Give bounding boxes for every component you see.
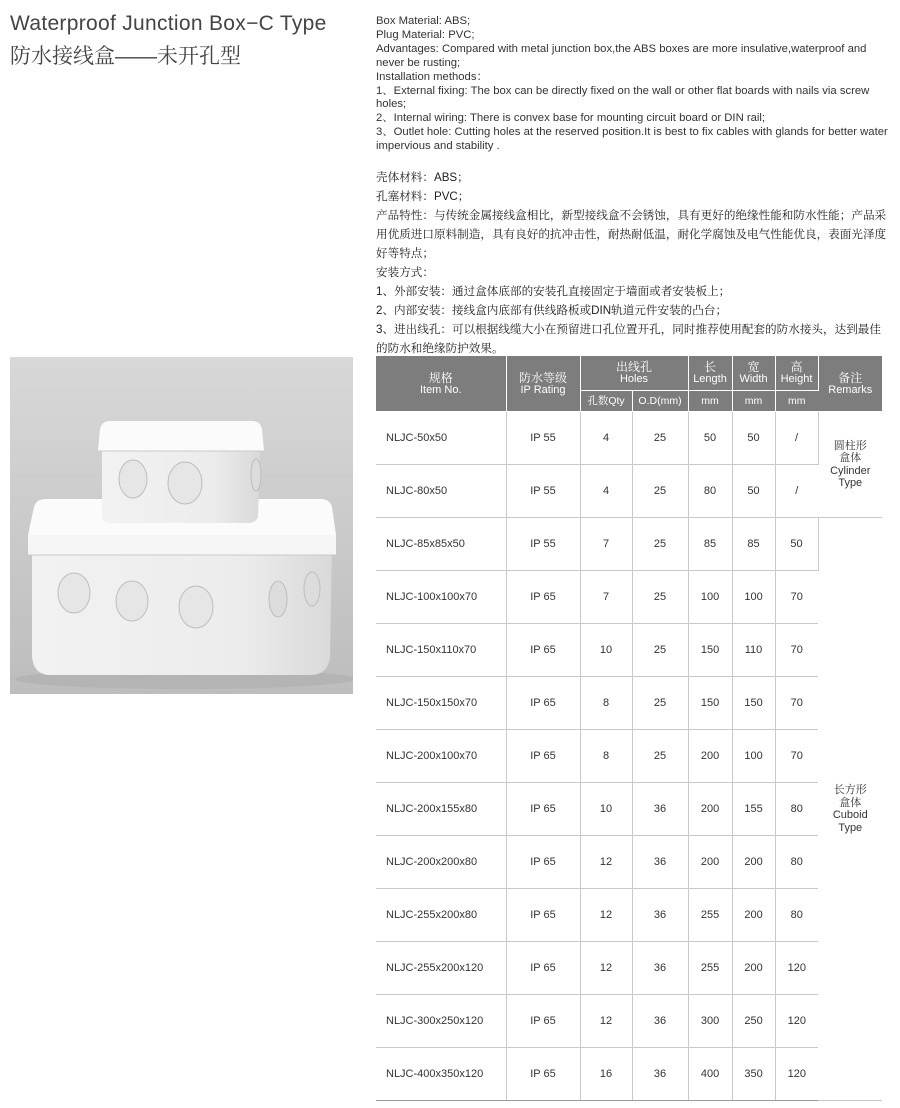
cell-height: 80 [775, 836, 818, 889]
cell-ip-rating: IP 65 [506, 995, 580, 1048]
description-cn [376, 168, 891, 358]
cell-height: 120 [775, 1048, 818, 1101]
cell-hole-qty: 12 [580, 995, 632, 1048]
remark-line: Type [838, 477, 863, 489]
header-height: 高 Height [775, 356, 818, 391]
cell-width: 100 [732, 730, 775, 783]
cell-item-no: NLJC-400x350x120 [376, 1048, 506, 1101]
page-title-en: Waterproof Junction Box−C Type [10, 12, 327, 35]
header-od: O.D(mm) [632, 391, 688, 412]
cell-ip-rating: IP 65 [506, 730, 580, 783]
cell-ip-rating: IP 65 [506, 624, 580, 677]
header-remarks: 备注 Remarks [818, 356, 882, 412]
cell-ip-rating: IP 65 [506, 571, 580, 624]
desc-cn-line: 产品特性：与传统金属接线盒相比，新型接线盒不会锈蚀，具有更好的绝缘性能和防水性能；产品采用优质进口原料制造，具有良好的抗冲击性，耐热耐低温，耐化学腐蚀及电气性能优良，表面光泽度好等特点； [376, 209, 887, 260]
product-photo [10, 357, 353, 694]
cell-item-no: NLJC-300x250x120 [376, 995, 506, 1048]
cell-hole-od: 36 [632, 783, 688, 836]
cell-width: 200 [732, 836, 775, 889]
header-ip-rating: 防水等级 IP Rating [506, 356, 580, 412]
cell-hole-od: 25 [632, 677, 688, 730]
cell-length: 200 [688, 783, 732, 836]
header-unit: mm [732, 391, 775, 412]
cell-ip-rating: IP 65 [506, 677, 580, 730]
cell-item-no: NLJC-150x150x70 [376, 677, 506, 730]
cell-width: 250 [732, 995, 775, 1048]
cell-height: 50 [775, 518, 818, 571]
desc-cn-line: 安装方式： [376, 266, 434, 279]
cell-hole-qty: 8 [580, 677, 632, 730]
cell-length: 255 [688, 889, 732, 942]
cell-ip-rating: IP 65 [506, 836, 580, 889]
cell-hole-od: 36 [632, 889, 688, 942]
cell-height: 70 [775, 730, 818, 783]
cell-hole-qty: 7 [580, 571, 632, 624]
desc-cn-line: 1、外部安装：通过盒体底部的安装孔直接固定于墙面或者安装板上； [376, 285, 731, 298]
cell-item-no: NLJC-255x200x80 [376, 889, 506, 942]
cell-width: 200 [732, 889, 775, 942]
table-row [376, 783, 882, 836]
remark-line: Cuboid [832, 809, 868, 821]
cell-ip-rating: IP 65 [506, 942, 580, 995]
cell-length: 200 [688, 836, 732, 889]
table-row [376, 889, 882, 942]
cell-length: 255 [688, 942, 732, 995]
cell-hole-qty: 16 [580, 1048, 632, 1101]
table-row [376, 942, 882, 995]
remark-cuboid-type [818, 518, 882, 1101]
cell-width: 110 [732, 624, 775, 677]
remark-line: Type [838, 821, 863, 834]
desc-cn-line: 3、进出线孔：可以根据线缆大小在预留进口孔位置开孔，同时推荐使用配套的防水接头，达到最佳的防水和绝缘防护效果。 [376, 323, 881, 355]
desc-en-line: Advantages: Compared with metal junction box,the ABS boxes are more insulative,waterproof and never be rusting; [376, 42, 867, 69]
remark-line: 盒体 [839, 796, 862, 809]
cell-height: / [775, 465, 818, 518]
cell-height: / [775, 412, 818, 465]
cell-height: 80 [775, 783, 818, 836]
junction-box-illustration [10, 357, 353, 694]
spec-table [376, 356, 882, 1101]
remark-cylinder-type [818, 412, 882, 518]
cell-ip-rating: IP 55 [506, 412, 580, 465]
desc-cn-line: 壳体材料：ABS； [376, 171, 469, 184]
cell-hole-od: 25 [632, 465, 688, 518]
cell-item-no: NLJC-200x155x80 [376, 783, 506, 836]
cell-hole-qty: 10 [580, 783, 632, 836]
cell-length: 300 [688, 995, 732, 1048]
cell-width: 50 [732, 412, 775, 465]
desc-cn-line: 孔塞材料：PVC； [376, 190, 470, 203]
cell-width: 50 [732, 465, 775, 518]
cell-length: 150 [688, 677, 732, 730]
header-unit: mm [688, 391, 732, 412]
cell-item-no: NLJC-255x200x120 [376, 942, 506, 995]
desc-en-line: Plug Material: PVC; [376, 28, 475, 41]
cell-hole-qty: 7 [580, 518, 632, 571]
desc-en-line: Installation methods： [376, 70, 488, 83]
header-width: 宽 Width [732, 356, 775, 391]
desc-cn-line: 2、内部安装：接线盒内底部有供线路板或DIN轨道元件安装的凸台； [376, 304, 728, 317]
table-row [376, 995, 882, 1048]
cell-hole-od: 36 [632, 995, 688, 1048]
cell-height: 120 [775, 995, 818, 1048]
remark-line: 长方形 [833, 784, 867, 796]
cell-item-no: NLJC-100x100x70 [376, 571, 506, 624]
header-length: 长 Length [688, 356, 732, 391]
cell-width: 150 [732, 677, 775, 730]
cell-width: 85 [732, 518, 775, 571]
cell-hole-qty: 12 [580, 836, 632, 889]
cell-length: 150 [688, 624, 732, 677]
cell-item-no: NLJC-200x200x80 [376, 836, 506, 889]
cell-length: 85 [688, 518, 732, 571]
cell-hole-qty: 12 [580, 889, 632, 942]
header-unit: mm [775, 391, 818, 412]
table-row [376, 1048, 882, 1101]
cell-hole-od: 36 [632, 1048, 688, 1101]
header-qty: 孔数Qty [580, 391, 632, 412]
cell-hole-qty: 4 [580, 465, 632, 518]
cell-ip-rating: IP 55 [506, 465, 580, 518]
remark-line: Cylinder [830, 464, 871, 477]
cell-item-no: NLJC-50x50 [376, 412, 506, 465]
cell-ip-rating: IP 65 [506, 889, 580, 942]
cell-hole-qty: 4 [580, 412, 632, 465]
cell-hole-od: 25 [632, 518, 688, 571]
table-row [376, 730, 882, 783]
table-row [376, 412, 882, 465]
cell-hole-od: 25 [632, 730, 688, 783]
cell-item-no: NLJC-80x50 [376, 465, 506, 518]
cell-ip-rating: IP 65 [506, 1048, 580, 1101]
cell-hole-od: 25 [632, 571, 688, 624]
desc-en-line: 1、External fixing: The box can be directly fixed on the wall or other flat boards with nails via screw holes; [376, 84, 870, 111]
desc-en-line: 3、Outlet hole: Cutting holes at the reserved position.It is best to fix cables with glands for better water impervious and stability . [376, 126, 888, 153]
page-title-cn: 防水接线盒——未开孔型 [10, 45, 241, 68]
cell-height: 70 [775, 677, 818, 730]
cell-hole-od: 36 [632, 836, 688, 889]
cell-width: 100 [732, 571, 775, 624]
cell-hole-od: 25 [632, 412, 688, 465]
table-row [376, 677, 882, 730]
table-row [376, 518, 882, 571]
cell-length: 80 [688, 465, 732, 518]
cell-hole-qty: 12 [580, 942, 632, 995]
cell-length: 400 [688, 1048, 732, 1101]
header-item-no: 规格 Item No. [376, 356, 506, 412]
remark-line: 圆柱形 [833, 439, 867, 452]
cell-ip-rating: IP 65 [506, 783, 580, 836]
cell-hole-od: 36 [632, 942, 688, 995]
cell-length: 100 [688, 571, 732, 624]
table-row [376, 836, 882, 889]
description-en [376, 15, 891, 154]
cell-width: 200 [732, 942, 775, 995]
header-holes: 出线孔 Holes [580, 356, 688, 391]
cell-item-no: NLJC-150x110x70 [376, 624, 506, 677]
cell-length: 200 [688, 730, 732, 783]
table-row [376, 571, 882, 624]
cell-hole-qty: 10 [580, 624, 632, 677]
cell-height: 120 [775, 942, 818, 995]
cell-hole-qty: 8 [580, 730, 632, 783]
cell-item-no: NLJC-85x85x50 [376, 518, 506, 571]
table-row [376, 465, 882, 518]
desc-en-line: Box Material: ABS; [376, 15, 471, 27]
cell-item-no: NLJC-200x100x70 [376, 730, 506, 783]
desc-en-line: 2、Internal wiring: There is convex base for mounting circuit board or DIN rail; [376, 112, 766, 125]
table-header-row [376, 356, 882, 391]
cell-height: 70 [775, 624, 818, 677]
table-row [376, 624, 882, 677]
cell-hole-od: 25 [632, 624, 688, 677]
cell-width: 155 [732, 783, 775, 836]
remark-line: 盒体 [839, 452, 862, 464]
cell-width: 350 [732, 1048, 775, 1101]
cell-ip-rating: IP 55 [506, 518, 580, 571]
cell-height: 70 [775, 571, 818, 624]
cell-height: 80 [775, 889, 818, 942]
cell-length: 50 [688, 412, 732, 465]
